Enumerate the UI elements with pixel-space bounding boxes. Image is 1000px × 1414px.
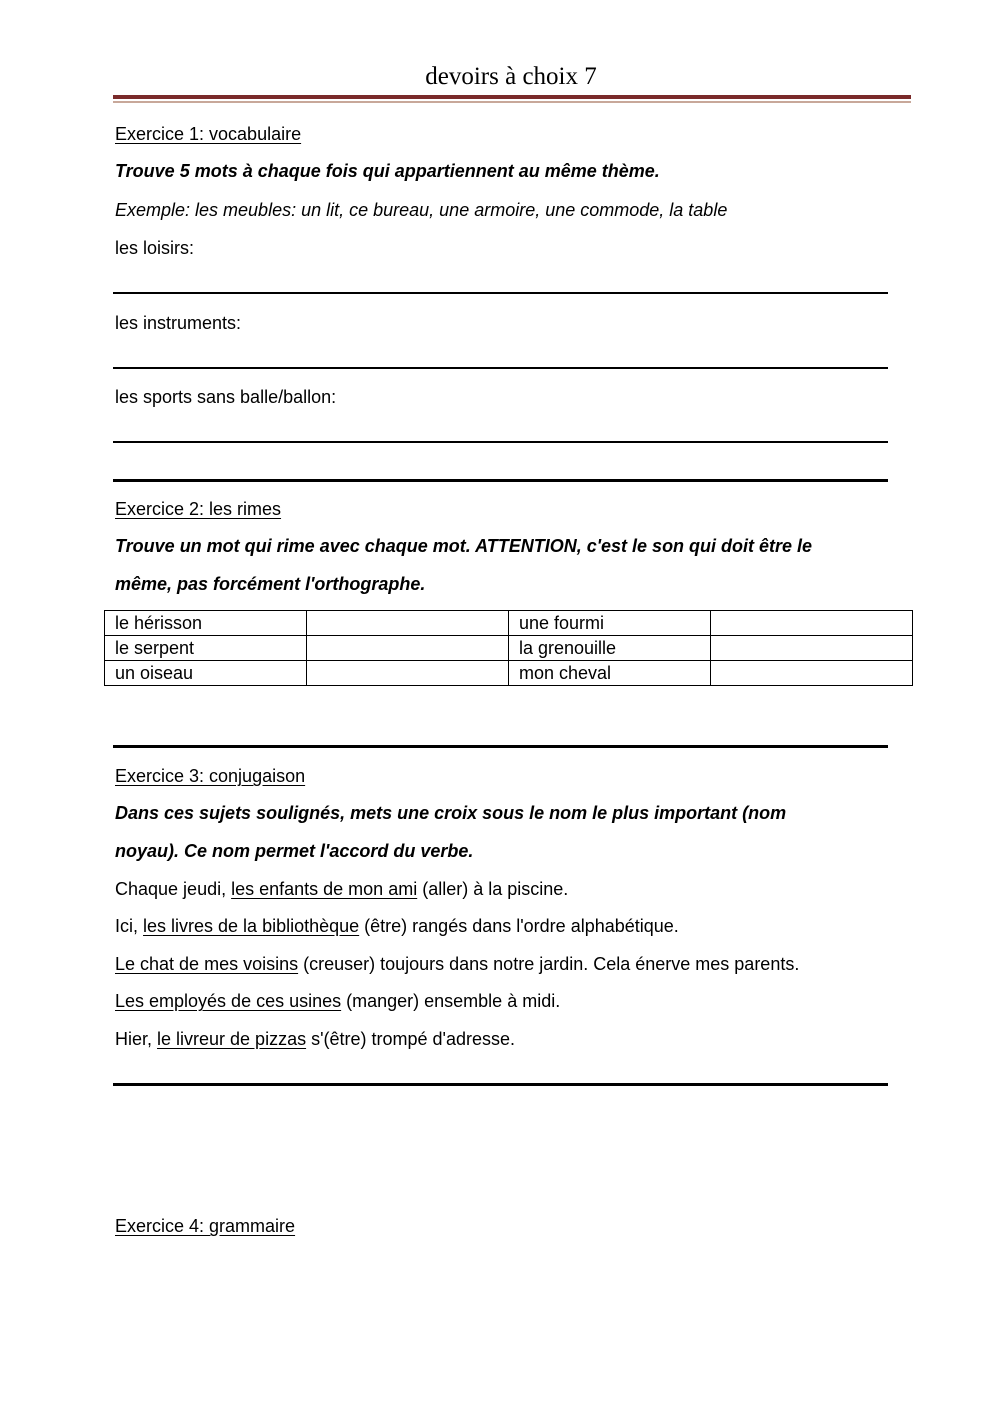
answer-line-loisirs[interactable] <box>113 292 888 294</box>
section-divider <box>113 745 888 748</box>
underlined-subject[interactable]: les enfants de mon ami <box>231 879 418 899</box>
exercise-4-heading: Exercice 4: grammaire <box>115 1216 296 1236</box>
prompt-instruments: les instruments: <box>115 313 242 333</box>
sentence-suffix: (aller) à la piscine. <box>417 879 569 899</box>
answer-line-sports[interactable] <box>113 441 888 443</box>
exercise-2-heading: Exercice 2: les rimes <box>115 499 282 519</box>
section-divider <box>113 479 888 482</box>
underlined-subject[interactable]: Les employés de ces usines <box>115 991 342 1011</box>
sentence <box>115 1027 515 1051</box>
sentence <box>115 989 560 1013</box>
sentence-suffix: s'(être) trompé d'adresse. <box>306 1029 516 1049</box>
prompt-sports: les sports sans balle/ballon: <box>115 387 337 407</box>
exercise-1-example: Exemple: les meubles: un lit, ce bureau, une armoire, une commode, la table <box>115 200 728 220</box>
rhyme-word-cell: une fourmi <box>509 611 711 636</box>
exercise-1-heading: Exercice 1: vocabulaire <box>115 124 302 144</box>
rhymes-table <box>104 610 913 686</box>
table-row <box>105 636 913 661</box>
page-title: devoirs à choix 7 <box>425 63 597 90</box>
sentence <box>115 952 799 976</box>
header-rule-thick <box>113 95 911 99</box>
prompt-loisirs: les loisirs: <box>115 238 195 258</box>
rhyme-answer-cell[interactable] <box>307 611 509 636</box>
sentence-prefix: Chaque jeudi, <box>115 879 232 899</box>
exercise-3-instruction-line-1: Dans ces sujets soulignés, mets une croix sous le nom le plus important (nom <box>115 803 787 823</box>
rhyme-answer-cell[interactable] <box>711 611 913 636</box>
sentence-suffix: (être) rangés dans l'ordre alphabétique. <box>359 916 679 936</box>
table-row <box>105 611 913 636</box>
exercise-2-instruction-line-2: même, pas forcément l'orthographe. <box>115 574 426 594</box>
sentence-suffix: (manger) ensemble à midi. <box>341 991 561 1011</box>
rhyme-word-cell: mon cheval <box>509 661 711 686</box>
header-rule-thin <box>113 101 911 103</box>
sentence-prefix: Ici, <box>115 916 144 936</box>
exercise-3-instruction-line-2: noyau). Ce nom permet l'accord du verbe. <box>115 841 474 861</box>
rhyme-word-cell: un oiseau <box>105 661 307 686</box>
rhyme-word-cell: le hérisson <box>105 611 307 636</box>
rhyme-word-cell: le serpent <box>105 636 307 661</box>
table-row <box>105 661 913 686</box>
rhyme-word-cell: la grenouille <box>509 636 711 661</box>
exercise-2-instruction-line-1: Trouve un mot qui rime avec chaque mot. ATTENTION, c'est le son qui doit être le <box>115 536 813 556</box>
sentence <box>115 877 568 901</box>
sentence-prefix: Hier, <box>115 1029 158 1049</box>
answer-line-instruments[interactable] <box>113 367 888 369</box>
rhyme-answer-cell[interactable] <box>307 661 509 686</box>
section-divider <box>113 1083 888 1086</box>
sentence <box>115 914 679 938</box>
rhyme-answer-cell[interactable] <box>711 661 913 686</box>
sentence-suffix: (creuser) toujours dans notre jardin. Cela énerve mes parents. <box>298 954 800 974</box>
exercise-1-instruction: Trouve 5 mots à chaque fois qui appartiennent au même thème. <box>115 161 660 181</box>
underlined-subject[interactable]: Le chat de mes voisins <box>115 954 299 974</box>
rhyme-answer-cell[interactable] <box>307 636 509 661</box>
exercise-3-heading: Exercice 3: conjugaison <box>115 766 306 786</box>
underlined-subject[interactable]: les livres de la bibliothèque <box>143 916 360 936</box>
underlined-subject[interactable]: le livreur de pizzas <box>157 1029 307 1049</box>
rhyme-answer-cell[interactable] <box>711 636 913 661</box>
